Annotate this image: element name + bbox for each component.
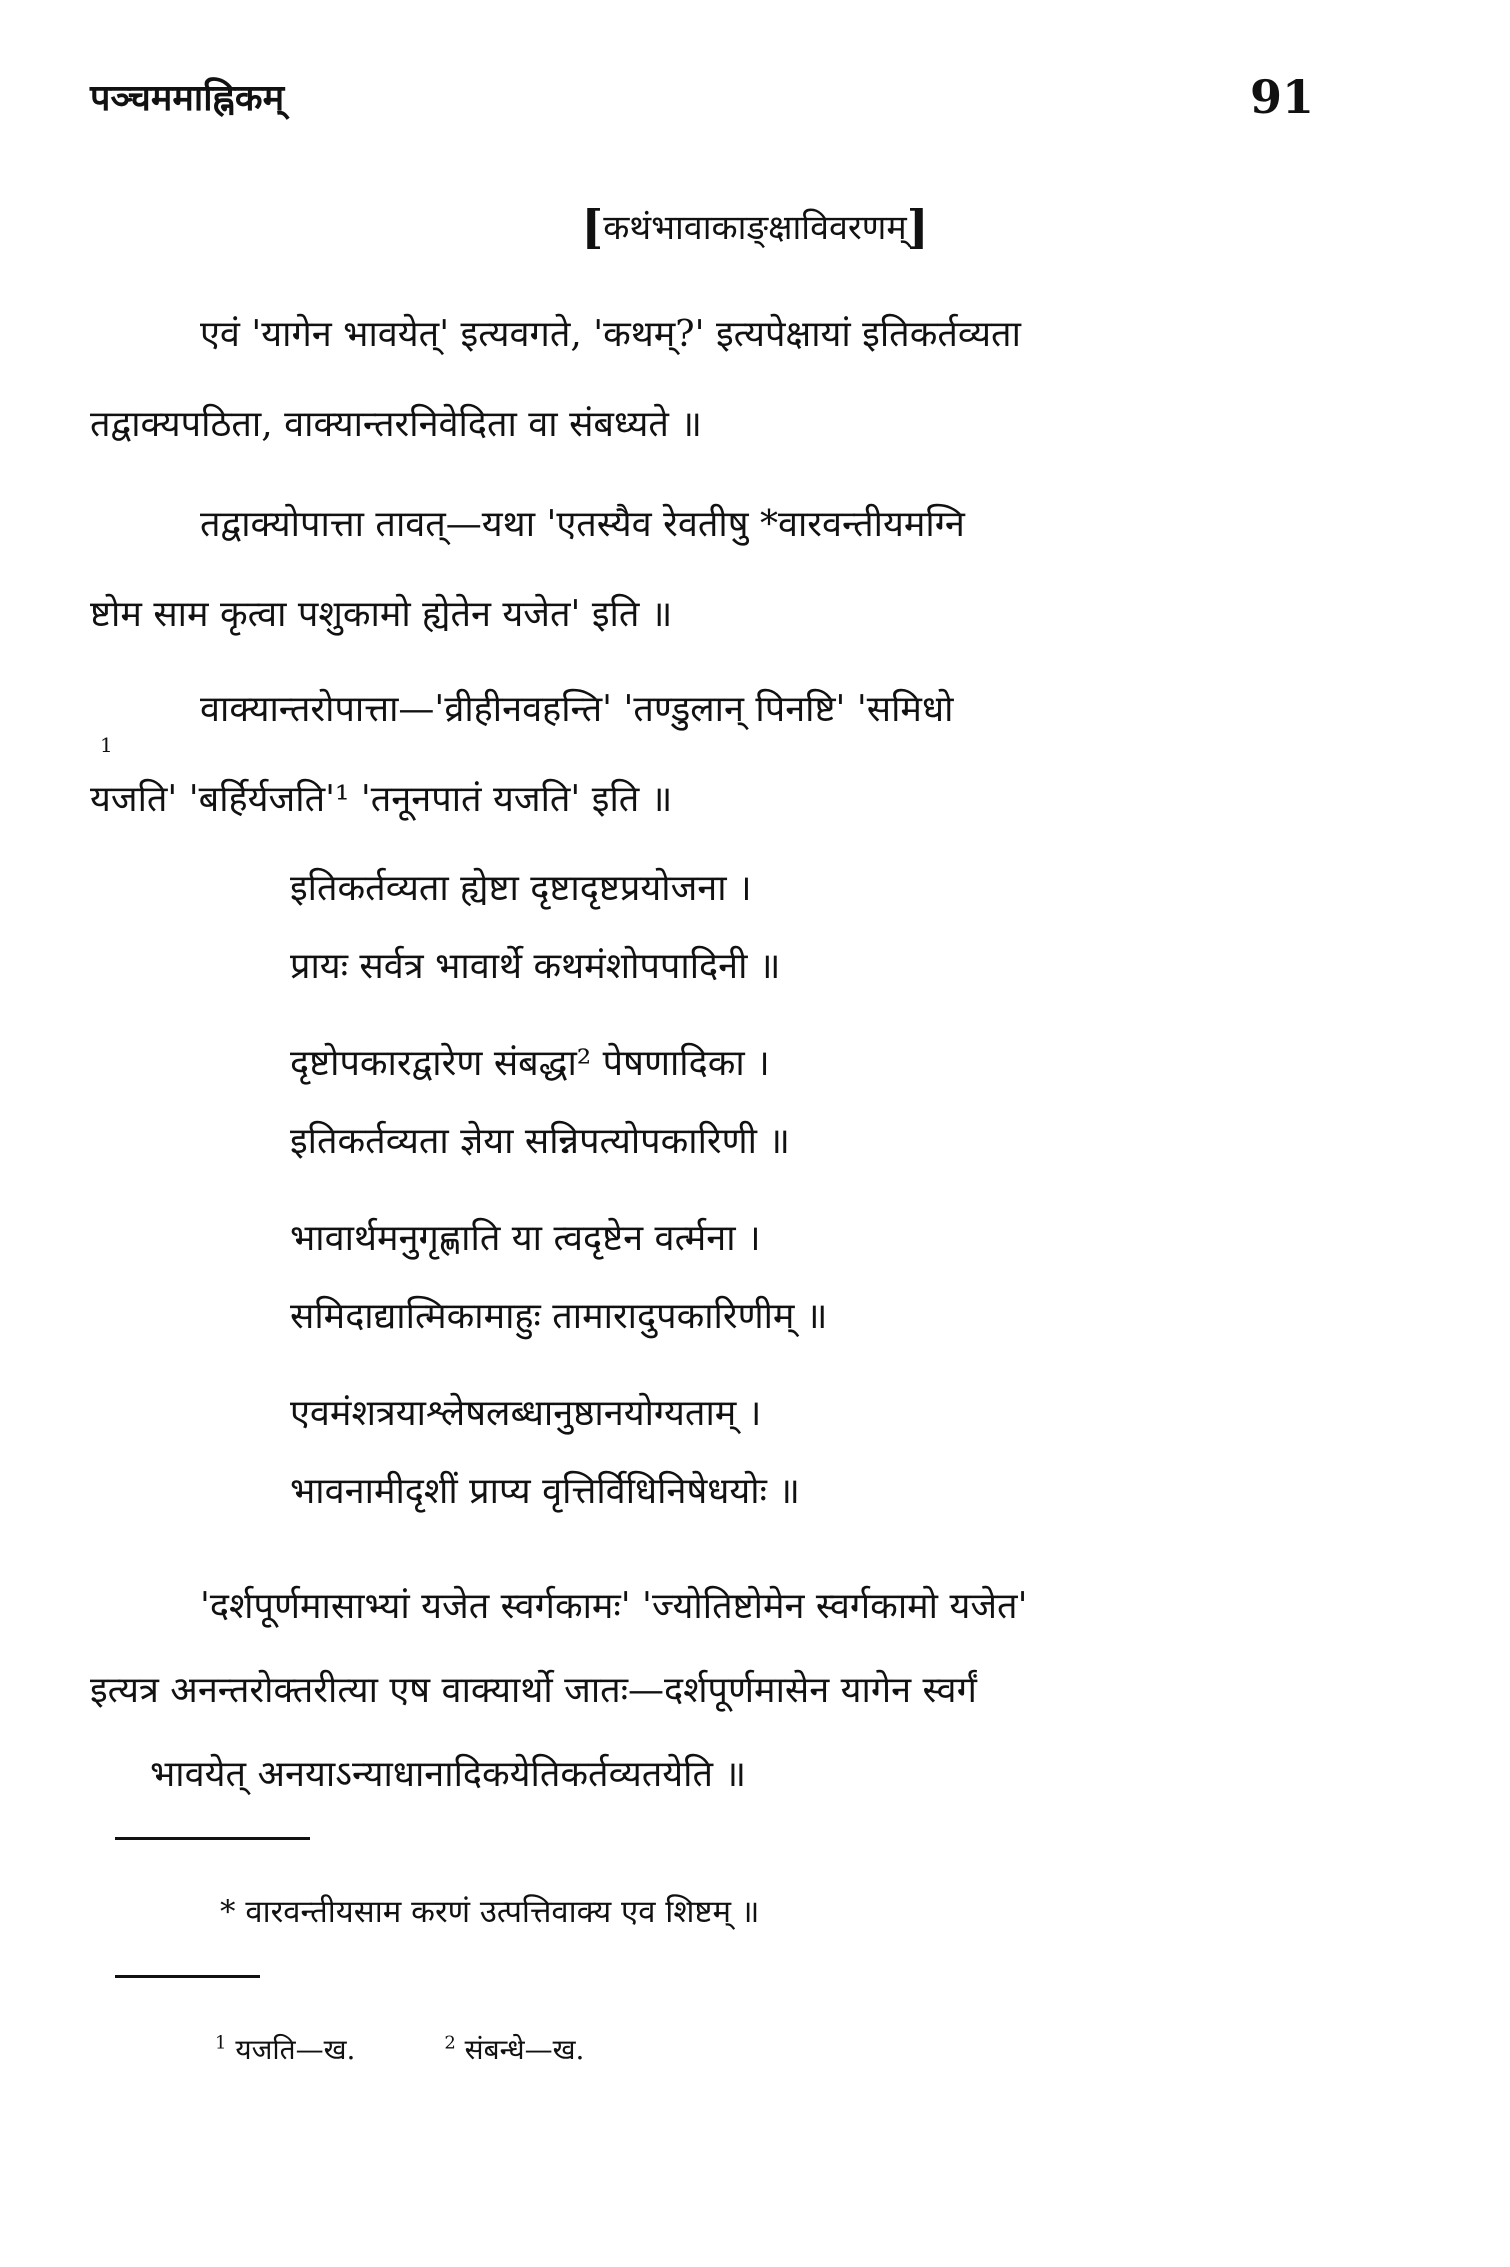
paragraph-line: तद्वाक्यपठिता, वाक्यान्तरनिवेदिता वा संबध्यते ॥ [90,404,702,445]
close-bracket: ] [906,200,929,254]
paragraph-line: इत्यत्र अनन्तरोक्तरीत्या एष वाक्यार्थो जातः—दर्शपूर्णमासेन यागेन स्वर्गं [90,1670,977,1711]
verse-line: भावार्थमनुगृह्णाति या त्वदृष्टेन वर्त्मना । [290,1218,761,1259]
paragraph-line: एवं 'यागेन भावयेत्' इत्यवगते, 'कथम्?' इत्यपेक्षायां इतिकर्तव्यता [200,314,1021,355]
section-heading [0,200,1510,254]
verse-line: इतिकर्तव्यता ज्ञेया सन्निपत्योपकारिणी ॥ [290,1121,790,1162]
paragraph-1 [90,290,1320,470]
verse-line: इतिकर्तव्यता ह्येष्टा दृष्टादृष्टप्रयोजना । [290,868,752,909]
closing-paragraph [90,1565,1320,1817]
verse-1 [290,850,1190,1006]
verse-4 [290,1375,1190,1531]
footnote-1: $^1$ यजति—ख. [215,2032,356,2066]
section-heading-text: कथंभावाकाङ्क्षाविवरणम् [603,208,907,248]
paragraph-2 [90,480,1320,660]
paragraph-line: 'दर्शपूर्णमासाभ्यां यजेत स्वर्गकामः' 'ज्योतिष्टोमेन स्वर्गकामो यजेत' [200,1586,1028,1627]
page-number: 91 [1250,70,1315,124]
verse-line: भावनामीदृशीं प्राप्य वृत्तिर्विधिनिषेधयोः ॥ [290,1471,800,1512]
verse-line: एवमंशत्रयाश्लेषलब्धानुष्ठानयोग्यताम् । [290,1393,762,1434]
numbered-footnotes [215,2030,664,2068]
paragraph-line: भावयेत् अनयाऽन्याधानादिकयेतिकर्तव्यतयेति ॥ [150,1754,747,1795]
verse-line: समिदाद्यात्मिकामाहुः तामारादुपकारिणीम् ॥ [290,1296,828,1337]
margin-mark: 1 [100,733,113,757]
paragraph-line: तद्वाक्योपात्ता तावत्—यथा 'एतस्यैव रेवतीषु *वारवन्तीयमग्नि [200,504,965,545]
verse-3 [290,1200,1190,1356]
paragraph-line: वाक्यान्तरोपात्ता—'व्रीहीनवहन्ति' 'तण्डुलान् पिनष्टि' 'समिधो [200,689,954,730]
running-head: पञ्चममाह्निकम् [90,77,285,119]
footnote-2: $^2$ संबन्धे—ख. [444,2032,585,2066]
footnote-star: * वारवन्तीयसाम करणं उत्पत्तिवाक्य एव शिष्टम् ॥ [220,1894,760,1930]
paragraph-line: यजति' 'बर्हिर्यजति'¹ 'तनूनपातं यजति' इति ॥ [90,779,673,820]
verse-line: दृष्टोपकारद्वारेण संबद्धा² पेषणादिका । [290,1043,770,1084]
verse-2 [290,1025,1190,1181]
verse-line: प्रायः सर्वत्र भावार्थे कथमंशोपपादिनी ॥ [290,946,781,987]
paragraph-3 [90,665,1320,845]
paragraph-line: ष्टोम साम कृत्वा पशुकामो ह्येतेन यजेत' इति ॥ [90,594,673,635]
footnote-divider [115,1837,310,1840]
footnote-divider [115,1975,260,1978]
open-bracket: [ [581,200,604,254]
